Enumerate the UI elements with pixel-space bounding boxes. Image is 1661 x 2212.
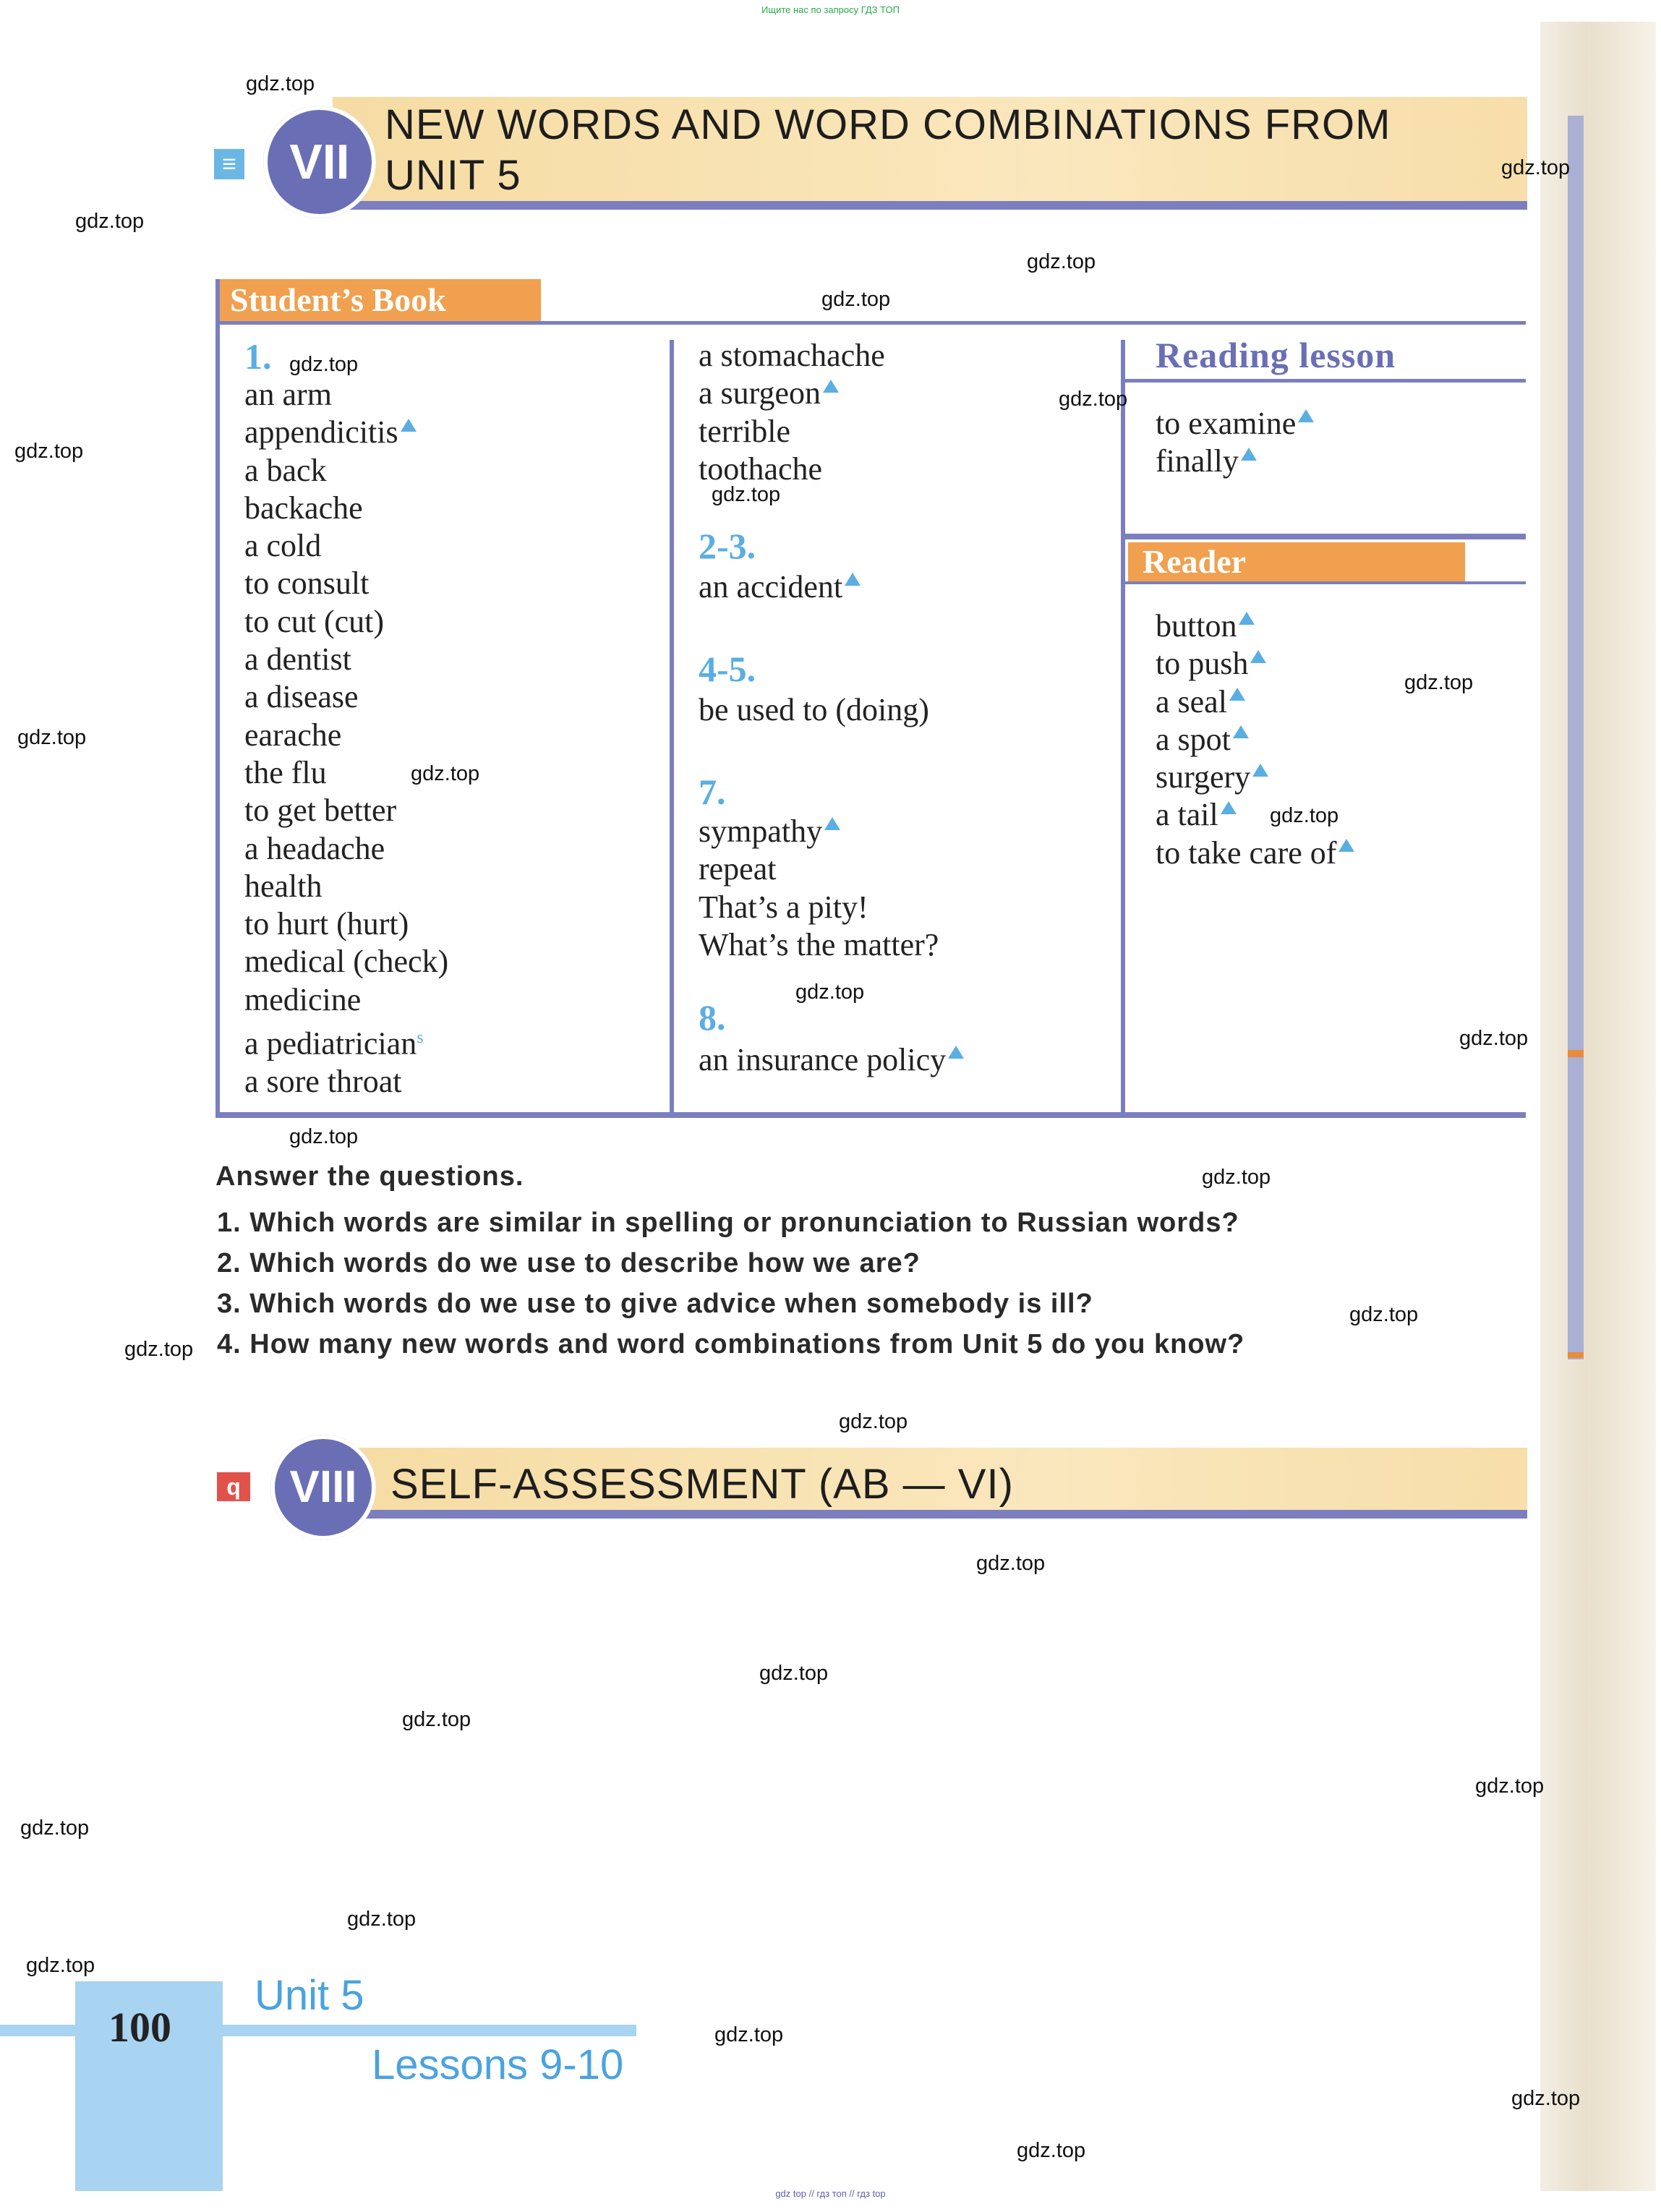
watermark: gdz.top <box>795 981 865 1004</box>
question-item: 4. How many new words and word combinations from Unit 5 do you know? <box>217 1329 1245 1359</box>
page-number: 100 <box>108 2004 171 2051</box>
watermark: gdz.top <box>839 1410 908 1433</box>
page-edge <box>1540 22 1656 2191</box>
word-item: medicine <box>244 981 362 1017</box>
word-item: to cut (cut) <box>244 603 385 639</box>
word-list-col1 <box>244 376 448 1101</box>
triangle-marker-icon <box>823 380 839 393</box>
watermark: gdz.top <box>14 440 84 463</box>
watermark: gdz.top <box>821 288 891 311</box>
triangle-marker-icon <box>1233 725 1249 738</box>
bottom-note[interactable]: gdz top // гдз топ // гдз top <box>775 2188 886 2199</box>
word-item: appendicitis <box>244 414 448 451</box>
word-item: to get better <box>244 793 397 829</box>
word-item: a disease <box>244 679 359 715</box>
watermark: gdz.top <box>1059 388 1128 411</box>
watermark: gdz.top <box>246 72 315 95</box>
triangle-marker-icon <box>1241 448 1257 461</box>
word-item: a stomachache <box>699 338 885 373</box>
question-item: 1. Which words are similar in spelling or pronunciation to Russian words? <box>217 1208 1239 1238</box>
word-item: the flu <box>244 754 327 790</box>
word-item: a headache <box>244 830 385 866</box>
watermark: gdz.top <box>75 210 145 233</box>
word-item: That’s a pity! <box>699 889 868 925</box>
reader-rule <box>1125 581 1526 584</box>
word-item: medical (check) <box>244 944 449 980</box>
question-icon: q <box>217 1472 250 1501</box>
watermark: gdz.top <box>1501 156 1571 179</box>
col-divider-1 <box>670 340 674 1118</box>
watermark: gdz.top <box>347 1908 417 1931</box>
exercise-number: 7. <box>699 772 726 812</box>
watermark: gdz.top <box>1202 1166 1271 1189</box>
questions-title: Answer the questions. <box>215 1161 524 1192</box>
word-item: an arm <box>244 377 332 412</box>
watermark: gdz.top <box>1511 2087 1581 2110</box>
word-item: What’s the matter? <box>699 926 939 962</box>
word-item: a back <box>244 452 327 488</box>
section7-number: VII <box>263 106 376 218</box>
word-item: repeat <box>699 851 777 887</box>
watermark: gdz.top <box>712 483 781 506</box>
edge-bar <box>1568 116 1584 1359</box>
box-left-rule <box>215 279 220 1118</box>
top-note[interactable]: Ищите нас по запросу ГДЗ ТОП <box>761 4 900 15</box>
word-item: a pediatrician$^s$ <box>244 1025 424 1062</box>
reader-top-rule <box>1125 534 1526 539</box>
watermark: gdz.top <box>289 353 359 376</box>
word-item: an accident <box>699 568 861 605</box>
watermark: gdz.top <box>1349 1303 1419 1326</box>
section7-underline <box>333 201 1527 210</box>
word-item: surgery <box>1156 759 1354 796</box>
section8-number: VIII <box>270 1435 376 1540</box>
watermark: gdz.top <box>759 1662 829 1685</box>
edge-marker <box>1568 1352 1584 1358</box>
reading-lesson-rule <box>1125 379 1526 383</box>
triangle-marker-icon <box>1221 801 1237 814</box>
exercise-number: 1. <box>244 336 272 377</box>
reader-words <box>1156 607 1354 872</box>
triangle-marker-icon <box>1252 764 1268 777</box>
word-item: a tail <box>1156 796 1354 834</box>
exercise-number: 2-3. <box>699 526 756 566</box>
word-item: to consult <box>244 565 370 602</box>
word-item: finally <box>1156 443 1314 480</box>
word-list-col2-group4 <box>699 813 939 964</box>
word-item: a seal <box>1156 683 1354 721</box>
word-item: sympathy <box>699 813 939 850</box>
triangle-marker-icon <box>948 1046 964 1059</box>
watermark: gdz.top <box>402 1708 471 1731</box>
edge-marker <box>1568 1050 1584 1057</box>
word-item: be used to (doing) <box>699 692 929 727</box>
word-item: a dentist <box>244 641 351 678</box>
watermark: gdz.top <box>976 1552 1046 1575</box>
superscript-s-icon: s <box>417 1028 424 1048</box>
watermark: gdz.top <box>1475 1775 1545 1798</box>
box-bottom-rule <box>215 1112 1526 1118</box>
word-item: health <box>244 868 323 904</box>
exercise-number: 8. <box>699 997 726 1038</box>
unit-label: Unit 5 <box>255 1972 364 2019</box>
watermark: gdz.top <box>1027 250 1096 273</box>
word-item: to hurt (hurt) <box>244 906 409 942</box>
word-item: to take care of <box>1156 834 1354 872</box>
word-item: terrible <box>699 413 791 449</box>
watermark: gdz.top <box>17 726 87 749</box>
watermark: gdz.top <box>26 1954 95 1977</box>
reading-lesson-words <box>1156 405 1314 481</box>
triangle-marker-icon <box>824 817 840 830</box>
word-item: a surgeon <box>699 375 885 412</box>
triangle-marker-icon <box>401 419 417 432</box>
word-item: a spot <box>1156 721 1354 759</box>
word-item: toothache <box>699 450 823 487</box>
watermark: gdz.top <box>124 1338 194 1361</box>
watermark: gdz.top <box>20 1816 90 1840</box>
word-item: to push <box>1156 645 1354 683</box>
list-icon: ≡ <box>214 149 244 179</box>
word-item: backache <box>244 490 363 526</box>
watermark: gdz.top <box>1017 2139 1086 2162</box>
word-item: earache <box>244 717 342 753</box>
word-item: a sore throat <box>244 1064 402 1099</box>
word-item: a cold <box>244 528 322 564</box>
word-item: an insurance policy <box>699 1041 964 1078</box>
triangle-marker-icon <box>1250 650 1266 663</box>
triangle-marker-icon <box>1298 409 1314 422</box>
word-item: to examine <box>1156 405 1314 443</box>
section8-title: SELF-ASSESSMENT (AB — VI) <box>390 1461 1014 1508</box>
watermark: gdz.top <box>1404 671 1474 694</box>
watermark: gdz.top <box>1459 1027 1529 1050</box>
triangle-marker-icon <box>1239 612 1255 625</box>
reading-lesson-title: Reading lesson <box>1156 335 1396 375</box>
box-top-rule <box>215 321 1526 325</box>
triangle-marker-icon <box>845 573 861 586</box>
watermark: gdz.top <box>714 2023 784 2046</box>
watermark: gdz.top <box>411 762 480 785</box>
col-divider-2 <box>1121 340 1125 1118</box>
section8-underline <box>333 1510 1527 1519</box>
triangle-marker-icon <box>1229 688 1245 701</box>
section7-title-line2: UNIT 5 <box>385 152 521 199</box>
watermark: gdz.top <box>1270 804 1339 827</box>
watermark: gdz.top <box>289 1125 359 1148</box>
word-item: button <box>1156 607 1354 645</box>
lessons-label: Lessons 9-10 <box>372 2041 624 2088</box>
section7-title-line1: NEW WORDS AND WORD COMBINATIONS FROM <box>385 101 1391 148</box>
students-book-label: Student’s Book <box>215 279 541 321</box>
exercise-number: 4-5. <box>699 649 756 689</box>
triangle-marker-icon <box>1338 839 1354 852</box>
question-item: 2. Which words do we use to describe how we are? <box>217 1248 921 1278</box>
question-item: 3. Which words do we use to give advice when somebody is ill? <box>217 1289 1093 1319</box>
reader-label: Reader <box>1128 542 1465 581</box>
word-list-col2-group1 <box>699 337 885 488</box>
